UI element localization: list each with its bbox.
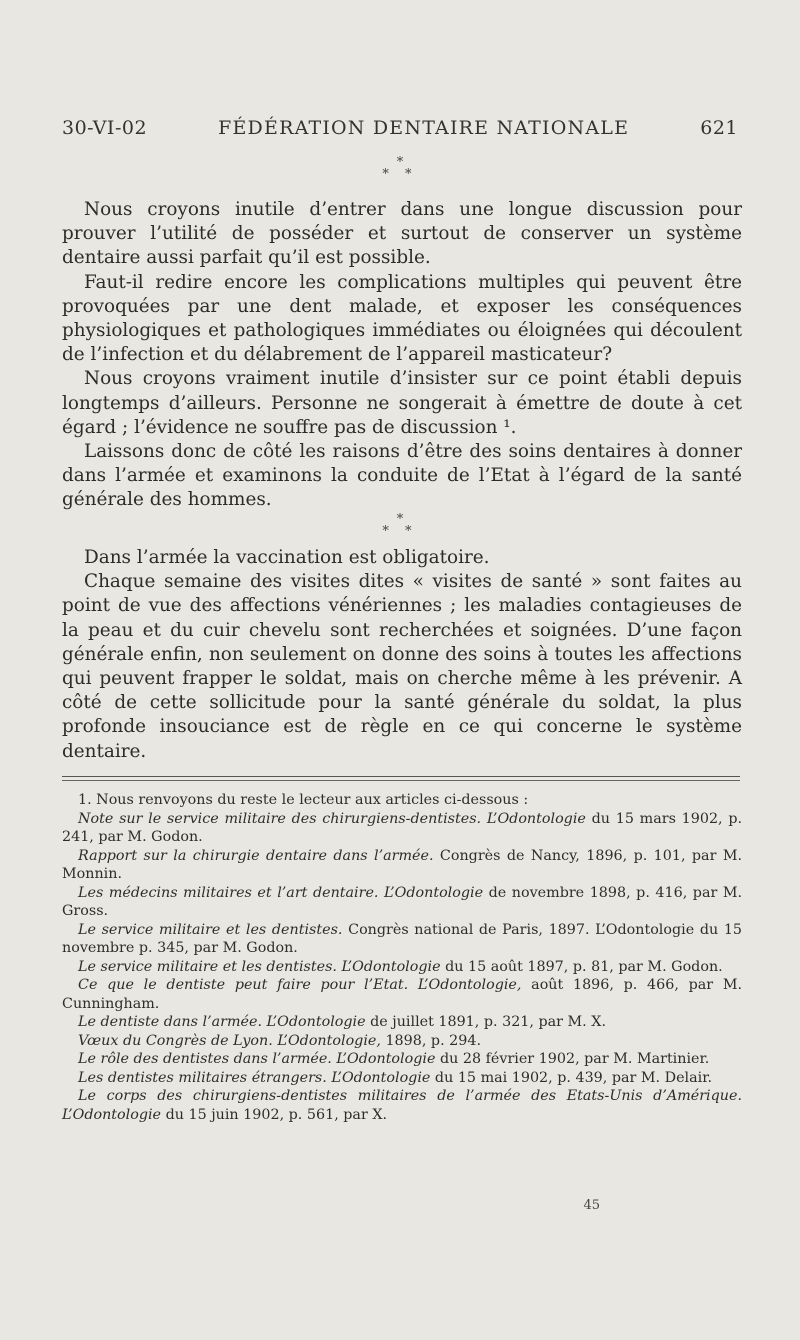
footnote-source: L’Odontologie [62, 1106, 162, 1123]
footnote-title: Le dentiste dans l’armée. [78, 1014, 262, 1030]
footnote-detail: de juillet 1891, p. 321, par M. X. [370, 1014, 606, 1030]
separator-star-top: * [396, 155, 404, 170]
footnote-entry [62, 847, 742, 884]
footnote-entry [62, 1013, 742, 1032]
paragraph: Chaque semaine des visites dites « visites de santé » sont faites au point de vue des affections vénériennes ; les maladies contagieuses de la peau et du cuir chevelu sont recherchées et soignées. D’une façon générale enfin, non seulement on donne des soins à toutes les affections qui peuvent frapper le soldat, mais on cherche même à les prévenir. A côté de cette sollicitude pour la santé générale du soldat, la plus profonde insouciance est de règle en ce qui concerne le système dentaire. [62, 571, 742, 762]
separator-star-top: * [396, 512, 404, 527]
footnote-source: L’Odontologie, [277, 1032, 381, 1049]
footnote-entry [62, 1050, 742, 1069]
footnote-list [62, 810, 742, 1125]
separator-star-bottom: * * [382, 167, 418, 182]
footnote-title: Le service militaire et les dentistes. [78, 958, 337, 975]
footnote-entry [62, 1069, 742, 1088]
paragraph: Dans l’armée la vaccination est obligatoire. [84, 547, 490, 568]
footnote-source: L’Odontologie [486, 810, 586, 827]
signature-mark: 45 [583, 1198, 600, 1213]
footnote-detail: Congrès de Nancy, 1896, p. 101, par M. Monnin. [62, 847, 742, 882]
footnote-detail: du 15 août 1897, p. 81, par M. Godon. [445, 958, 723, 975]
separator-star-bottom: * * [382, 524, 418, 539]
footnote-title: Le corps des chirurgiens-dentistes militaires de l’armée des Etats-Unis d’Amérique. [78, 1088, 742, 1104]
paragraph: Nous croyons inutile d’entrer dans une longue discussion pour prouver l’utilité de posséder et surtout de conserver un système dentaire aussi parfait qu’il est possible. [62, 199, 742, 269]
footnote-title: Les dentistes militaires étrangers. [78, 1069, 327, 1086]
footnote-detail: du 15 mai 1902, p. 439, par M. Delair. [434, 1069, 713, 1086]
footnote-title: Le rôle des dentistes dans l’armée. [78, 1051, 332, 1067]
footnote-entry [62, 921, 742, 958]
footnote-detail: 1898, p. 294. [385, 1032, 482, 1049]
footnotes [62, 791, 742, 1124]
footnote-source: L’Odontologie [266, 1014, 366, 1030]
section-1-text [62, 198, 742, 513]
section-separator [0, 157, 800, 181]
footnote-title: Les médecins militaires et l’art dentaire. [78, 884, 379, 901]
footnote-source: L’Odontologie [384, 884, 484, 901]
paragraph: Faut-il redire encore les complications multiples qui peuvent être provoquées par une dent malade, et exposer les conséquences physiologiques et pathologiques immédiates ou éloignées qui découlent de l’infection et du délabrement de l’appareil masticateur? [62, 271, 742, 366]
section-2-text [62, 546, 742, 764]
footnote-detail: de novembre 1898, p. 416, par M. Gross. [62, 884, 743, 919]
page-number: 621 [700, 117, 738, 139]
footnote-title: Note sur le service militaire des chirurgiens-dentistes. [78, 810, 482, 827]
section-separator [0, 514, 800, 538]
footnote-entry [62, 1032, 742, 1051]
footnote-entry [62, 958, 742, 977]
journal-title: FÉDÉRATION DENTAIRE NATIONALE [218, 117, 630, 139]
footnote-source: L’Odontologie [341, 958, 441, 975]
footnote-entry [62, 884, 742, 921]
footnote-title: Vœux du Congrès de Lyon. [78, 1032, 273, 1049]
footnote-source: L’Odontologie, [417, 977, 522, 993]
footnote-title: Le service militaire et les dentistes. [78, 921, 343, 938]
footnote-entry [62, 810, 742, 847]
paragraph: Laissons donc de côté les raisons d’être des soins dentaires à donner dans l’armée et examinons la conduite de l’Etat à l’égard de la santé générale des hommes. [62, 441, 742, 511]
running-header [62, 117, 738, 139]
footnote-entry [62, 1087, 742, 1124]
issue-date: 30-VI-02 [62, 117, 148, 139]
footnote-source: L’Odontologie [331, 1069, 431, 1086]
footnote-entry [62, 976, 742, 1013]
paragraph: Nous croyons vraiment inutile d’insister sur ce point établi depuis longtemps d’ailleurs. Personne ne songerait à émettre de doute à cet égard ; l’évidence ne souffre pas de discussion ¹. [62, 368, 742, 438]
footnote-detail: août 1896, p. 466, par M. Cunningham. [62, 977, 743, 1012]
footnote-detail: Congrès national de Paris, 1897. L’Odontologie du 15 novembre p. 345, par M. Godon. [62, 921, 743, 956]
footnote-source: L’Odontologie [336, 1051, 436, 1067]
footnote-detail: du 15 mars 1902, p. 241, par M. Godon. [62, 810, 743, 845]
footnote-rule [62, 776, 740, 777]
footnote-title: Ce que le dentiste peut faire pour l’Etat. [78, 977, 409, 993]
footnote-rule-thin [62, 780, 740, 781]
footnote-intro: 1. Nous renvoyons du reste le lecteur aux articles ci-dessous : [78, 792, 529, 808]
footnote-title: Rapport sur la chirurgie dentaire dans l’armée. [78, 847, 434, 864]
footnote-detail: du 15 juin 1902, p. 561, par X. [165, 1106, 388, 1123]
footnote-detail: du 28 février 1902, par M. Martinier. [439, 1051, 710, 1067]
